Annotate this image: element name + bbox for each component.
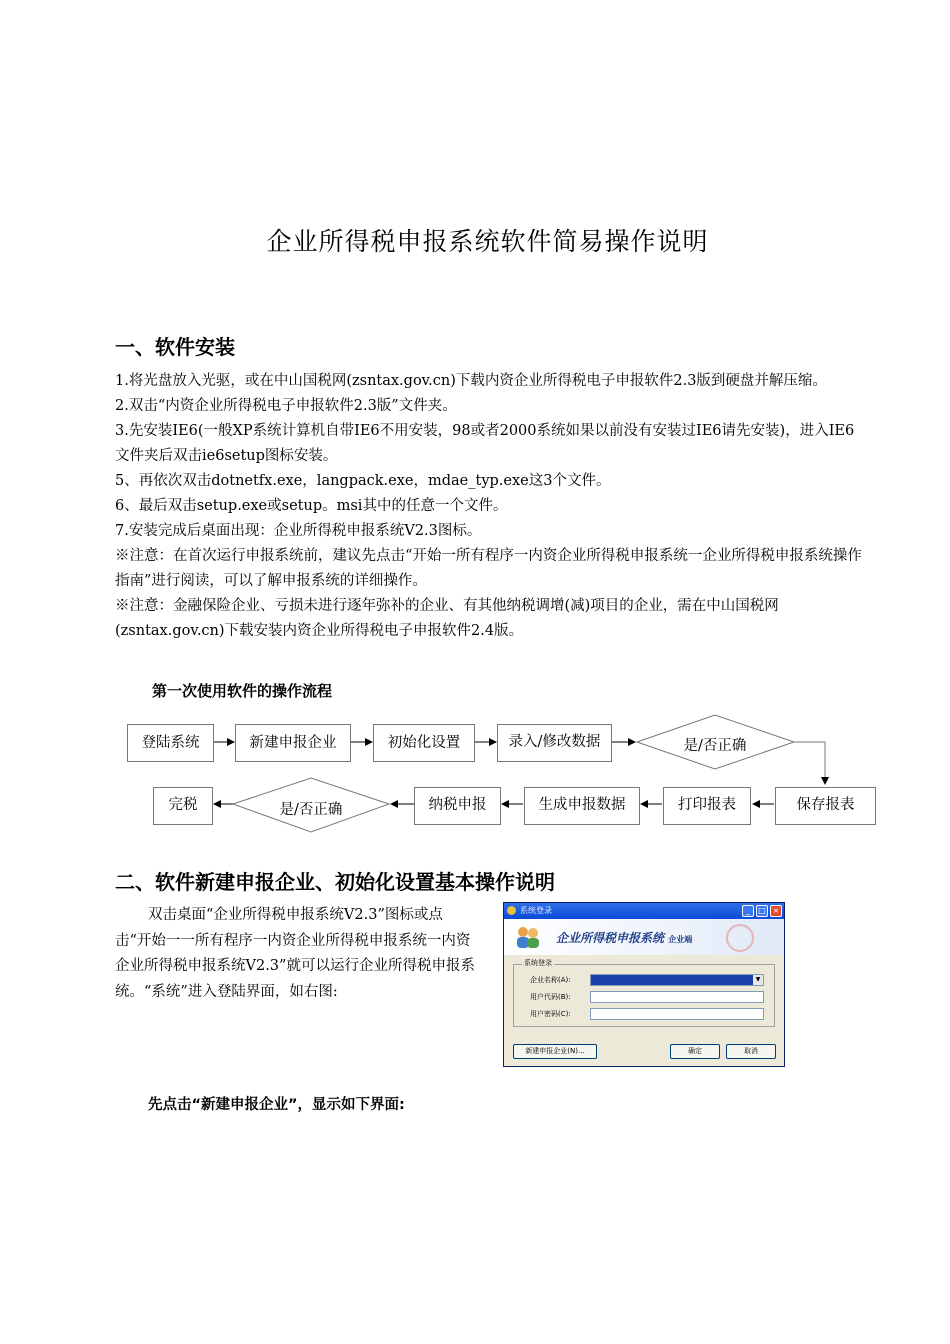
chevron-down-icon[interactable]: ▼ — [753, 975, 763, 985]
user-code-label: 用户代码(B): — [530, 993, 571, 1001]
password-label: 用户密码(C): — [530, 1010, 571, 1018]
section2-body — [115, 903, 475, 1005]
login-titlebar — [504, 903, 784, 919]
para-6: 6、最后双击setup.exe或setup。msi其中的任意一个文件。 — [115, 498, 508, 514]
para-7: 7.安装完成后桌面出现：企业所得税申报系统V2.3图标。 — [115, 523, 482, 539]
flow-decision-2: 是/否正确 — [279, 802, 343, 818]
note-2: ※注意：金融保险企业、亏损未进行逐年弥补的企业、有其他纳税调增(减)项目的企业，需在中山国税网(zsntax.gov.cn)下载安装内资企业所得税电子申报软件2.4版。 — [115, 598, 779, 639]
login-banner — [504, 919, 784, 955]
minimize-icon[interactable]: _ — [742, 905, 754, 917]
flow-title: 第一次使用软件的操作流程 — [152, 682, 333, 700]
app-icon — [507, 906, 516, 915]
password-input[interactable] — [590, 1008, 764, 1020]
maximize-icon[interactable]: □ — [756, 905, 768, 917]
flow-step-init-settings: 初始化设置 — [373, 724, 475, 762]
para-1: 1.将光盘放入光驱，或在中山国税网(zsntax.gov.cn)下载内资企业所得税电子申报软件2.3版到硬盘并解压缩。 — [115, 373, 827, 389]
next-step-instruction: 先点击“新建申报企业”，显示如下界面: — [148, 1097, 405, 1113]
close-icon[interactable]: × — [770, 905, 782, 917]
para-3: 3.先安装IE6(一般XP系统计算机自带IE6不用安装，98或者2000系统如果以前没有安装过IE6请先安装)，进入IE6文件夹后双击ie6setup图标安装。 — [115, 423, 855, 464]
flow-step-login: 登陆系统 — [127, 724, 214, 762]
company-select[interactable] — [590, 974, 764, 986]
flow-step-enter-data: 录入/修改数据 — [497, 724, 612, 762]
section2-heading: 二、软件新建申报企业、初始化设置基本操作说明 — [115, 870, 555, 894]
new-company-button[interactable]: 新建申报企业(N)... — [513, 1044, 597, 1059]
company-label: 企业名称(A): — [530, 976, 571, 984]
banner-subtitle: 企业端 — [668, 935, 693, 944]
flow-step-generate-data: 生成申报数据 — [524, 787, 640, 825]
flow-step-print-report: 打印报表 — [663, 787, 751, 825]
login-window — [503, 902, 785, 1067]
flow-step-tax-paid: 完税 — [153, 787, 213, 825]
tax-seal-icon — [726, 924, 754, 952]
para-2: 2.双击“内资企业所得税电子申报软件2.3版”文件夹。 — [115, 398, 457, 414]
para-5: 5、再依次双击dotnetfx.exe，langpack.exe，mdae_typ.exe这3个文件。 — [115, 473, 611, 489]
flow-decision-1: 是/否正确 — [683, 738, 747, 754]
banner-title-text: 企业所得税申报系统 — [556, 931, 665, 945]
section1-heading: 一、软件安装 — [115, 335, 235, 359]
flow-step-new-company: 新建申报企业 — [235, 724, 351, 762]
flow-step-tax-filing: 纳税申报 — [414, 787, 501, 825]
login-group-label: 系统登录 — [524, 959, 552, 967]
section2-paragraph: 双击桌面“企业所得税申报系统V2.3”图标或点击“开始一一所有程序一内资企业所得税申报系统一内资企业所得税申报系统V2.3”就可以运行企业所得税申报系统。“系统”进入登陆界面，如右图: — [115, 907, 475, 1000]
page-title: 企业所得税申报系统软件简易操作说明 — [266, 227, 709, 256]
note-1: ※注意：在首次运行申报系统前，建议先点击“开始一所有程序一内资企业所得税申报系统一企业所得税申报系统操作指南”进行阅读，可以了解申报系统的详细操作。 — [115, 548, 862, 589]
flow-step-save-report: 保存报表 — [775, 787, 876, 825]
cancel-button[interactable]: 取消 — [726, 1044, 776, 1059]
banner-title — [556, 929, 692, 946]
login-window-title: 系统登录 — [520, 906, 552, 915]
users-icon — [514, 925, 542, 949]
login-group — [513, 959, 775, 1027]
user-code-input[interactable] — [590, 991, 764, 1003]
ok-button[interactable]: 确定 — [670, 1044, 720, 1059]
